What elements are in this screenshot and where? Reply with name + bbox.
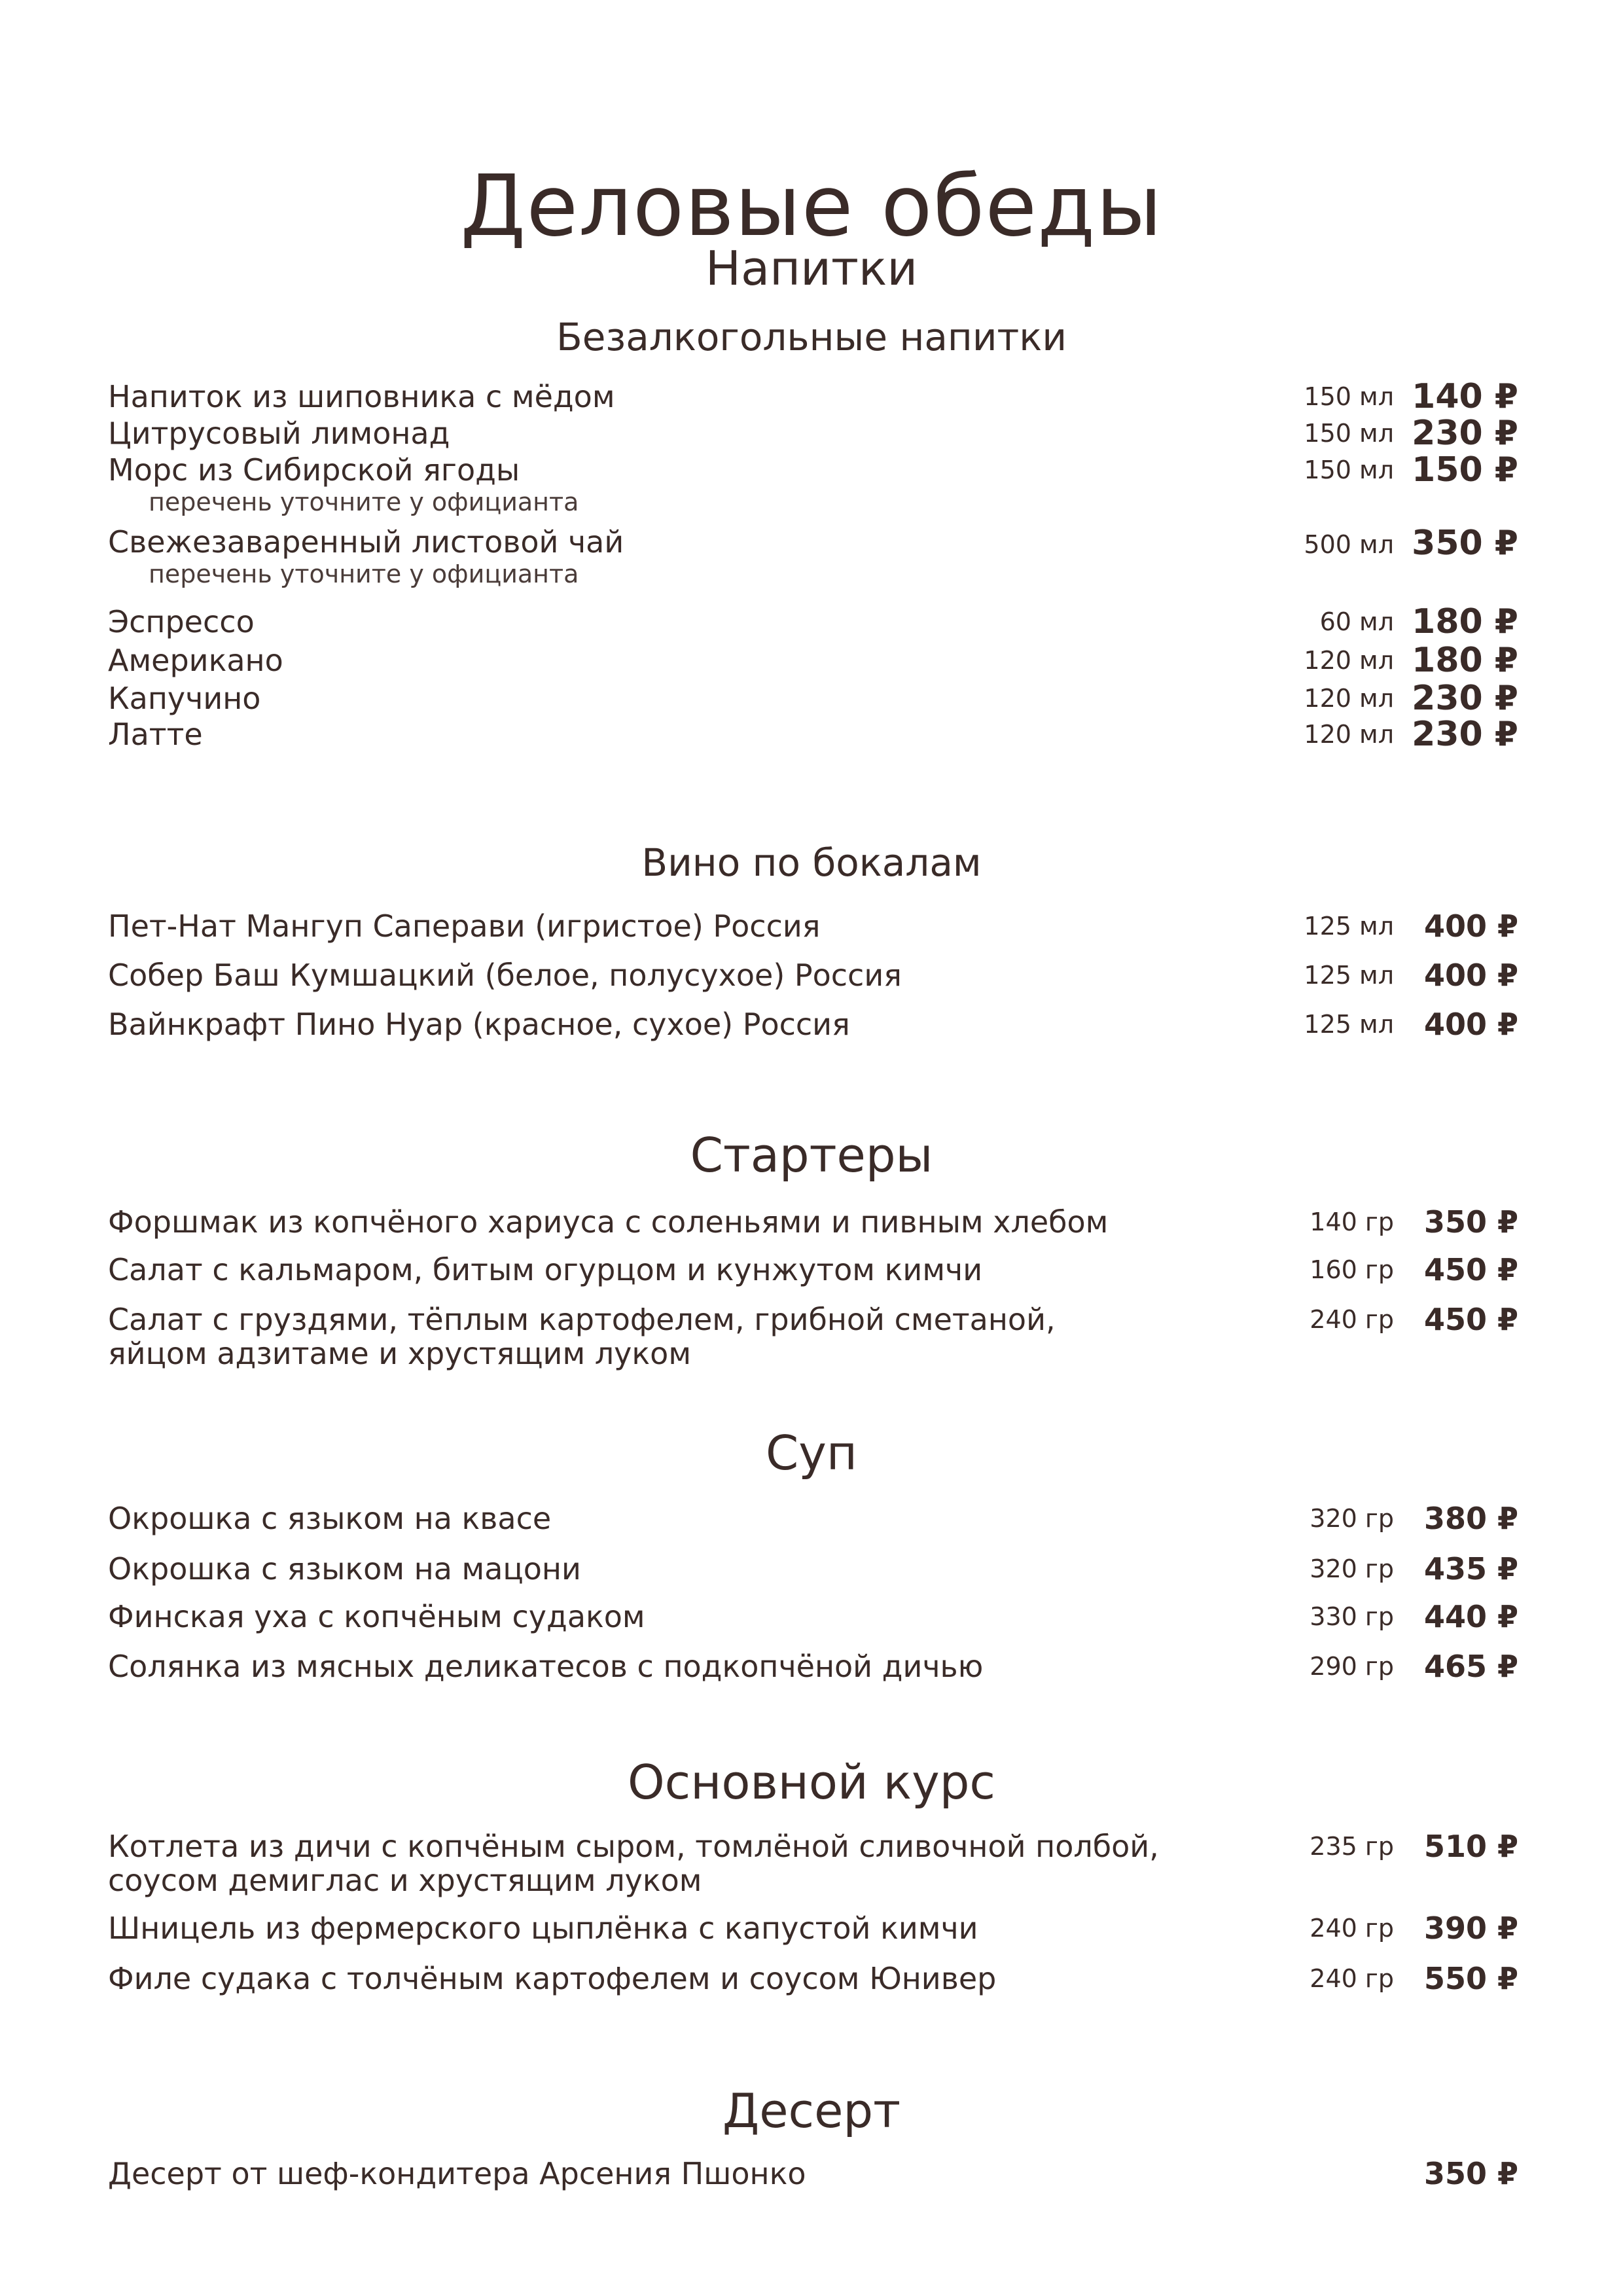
item-volume: 60 мл: [1319, 607, 1394, 636]
item-note: перечень уточните у официанта: [149, 560, 579, 588]
item-volume: 320 гр: [1310, 1504, 1394, 1533]
item-name: Солянка из мясных деликатесов с подкопчёной дичью: [108, 1649, 984, 1684]
item-price: 350 ₽: [1423, 2156, 1518, 2191]
item-price: 180 ₽: [1412, 641, 1518, 680]
section-heading-main-course: Основной курс: [627, 1755, 995, 1810]
item-name: Окрошка с языком на квасе: [108, 1501, 552, 1536]
item-name: Десерт от шеф-кондитера Арсения Пшонко: [108, 2156, 806, 2191]
item-volume: 290 гр: [1310, 1652, 1394, 1681]
item-name: Американо: [108, 643, 283, 678]
item-price: 380 ₽: [1423, 1501, 1518, 1536]
item-volume: 235 гр: [1310, 1832, 1394, 1861]
item-name: Салат с кальмаром, битым огурцом и кунжутом кимчи: [108, 1252, 983, 1287]
item-name: Цитрусовый лимонад: [108, 416, 450, 451]
item-name: Филе судака с толчёным картофелем и соусом Юнивер: [108, 1961, 997, 1996]
item-price: 450 ₽: [1423, 1252, 1518, 1287]
item-volume: 150 мл: [1304, 419, 1394, 448]
item-price: 510 ₽: [1423, 1829, 1518, 1864]
item-name: Пет-Нат Мангуп Саперави (игристое) Россия: [108, 908, 821, 944]
item-name: Финская уха с копчёным судаком: [108, 1599, 645, 1634]
item-name: Напиток из шиповника с мёдом: [108, 379, 615, 414]
item-volume: 150 мл: [1304, 382, 1394, 411]
item-volume: 120 мл: [1304, 720, 1394, 749]
item-price: 180 ₽: [1412, 602, 1518, 641]
item-name: Капучино: [108, 681, 261, 716]
page-title: Деловые обеды: [460, 157, 1163, 255]
item-volume: 240 гр: [1310, 1914, 1394, 1943]
item-name: Латте: [108, 717, 203, 752]
item-price: 230 ₽: [1412, 414, 1518, 453]
item-price: 465 ₽: [1423, 1649, 1518, 1684]
item-name-continued: яйцом адзитаме и хрустящим луком: [108, 1336, 692, 1371]
item-price: 550 ₽: [1423, 1961, 1518, 1996]
item-price: 150 ₽: [1412, 450, 1518, 490]
item-volume: 125 мл: [1304, 912, 1394, 941]
item-name: Салат с груздями, тёплым картофелем, грибной сметаной,: [108, 1302, 1056, 1337]
item-name: Котлета из дичи с копчёным сыром, томлёной сливочной полбой,: [108, 1829, 1159, 1864]
section-heading-wine: Вино по бокалам: [641, 840, 982, 885]
item-volume: 125 мл: [1304, 961, 1394, 990]
item-name: Эспрессо: [108, 604, 255, 639]
item-name: Шницель из фермерского цыплёнка с капустой кимчи: [108, 1910, 978, 1946]
section-heading-drinks: Напитки: [705, 241, 918, 296]
item-price: 400 ₽: [1423, 1007, 1518, 1042]
item-name: Свежезаваренный листовой чай: [108, 524, 624, 560]
item-volume: 140 гр: [1310, 1208, 1394, 1236]
item-price: 400 ₽: [1423, 958, 1518, 993]
section-heading-starters: Стартеры: [690, 1128, 933, 1183]
section-heading-soup: Суп: [766, 1426, 857, 1480]
item-volume: 320 гр: [1310, 1554, 1394, 1583]
item-volume: 240 гр: [1310, 1305, 1394, 1334]
item-volume: 120 мл: [1304, 646, 1394, 675]
item-volume: 120 мл: [1304, 684, 1394, 713]
section-heading-dessert: Десерт: [722, 2083, 901, 2138]
item-volume: 150 мл: [1304, 456, 1394, 484]
item-volume: 125 мл: [1304, 1010, 1394, 1039]
subheading-soft-drinks: Безалкогольные напитки: [556, 315, 1067, 359]
item-name-continued: соусом демиглас и хрустящим луком: [108, 1863, 702, 1898]
item-volume: 500 мл: [1304, 530, 1394, 559]
item-price: 350 ₽: [1423, 1204, 1518, 1240]
item-name: Собер Баш Кумшацкий (белое, полусухое) Россия: [108, 958, 902, 993]
item-price: 230 ₽: [1412, 679, 1518, 718]
item-name: Морс из Сибирской ягоды: [108, 452, 520, 488]
item-volume: 330 гр: [1310, 1602, 1394, 1631]
item-price: 350 ₽: [1412, 524, 1518, 563]
item-price: 435 ₽: [1423, 1551, 1518, 1587]
item-name: Вайнкрафт Пино Нуар (красное, сухое) Россия: [108, 1007, 850, 1042]
item-price: 390 ₽: [1423, 1910, 1518, 1946]
item-name: Форшмак из копчёного хариуса с соленьями и пивным хлебом: [108, 1204, 1109, 1240]
item-price: 230 ₽: [1412, 715, 1518, 754]
item-price: 400 ₽: [1423, 908, 1518, 944]
item-name: Окрошка с языком на мацони: [108, 1551, 581, 1587]
item-price: 140 ₽: [1412, 377, 1518, 416]
item-volume: 160 гр: [1310, 1255, 1394, 1284]
item-volume: 240 гр: [1310, 1964, 1394, 1993]
item-price: 450 ₽: [1423, 1302, 1518, 1337]
item-note: перечень уточните у официанта: [149, 488, 579, 516]
item-price: 440 ₽: [1423, 1599, 1518, 1634]
